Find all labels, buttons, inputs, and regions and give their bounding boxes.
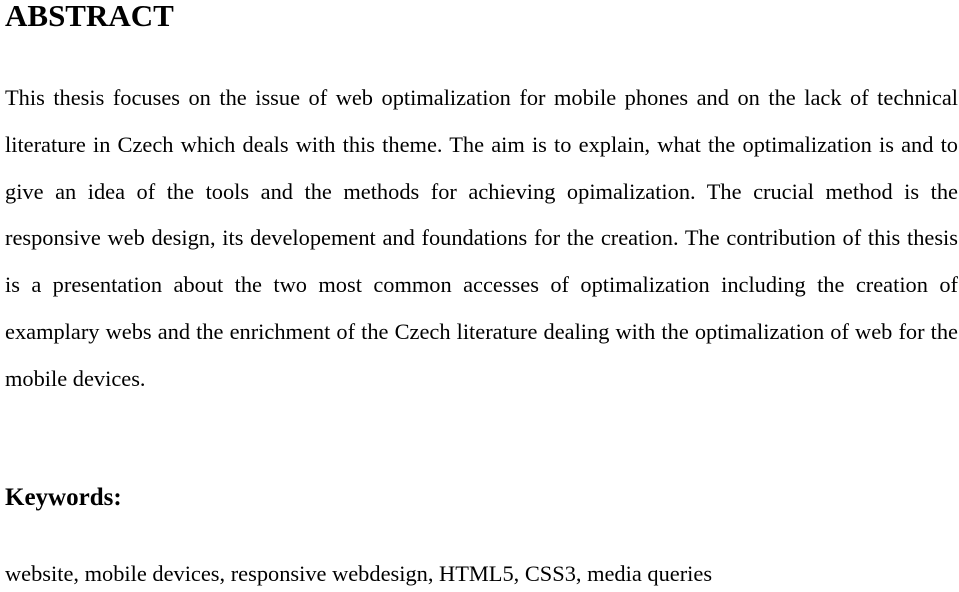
keywords-list: website, mobile devices, responsive webdesign, HTML5, CSS3, media queries (5, 561, 713, 586)
keywords-heading: Keywords: (5, 484, 122, 511)
abstract-heading: ABSTRACT (5, 0, 174, 33)
abstract-paragraph: This thesis focuses on the issue of web optimalization for mobile phones and on the lack of technical literature in Czech which deals with this theme. The aim is to explain, what the optimalization is and to give an idea of the tools and the methods for achieving opimalization. The crucial method is the responsive web design, its developement and foundations for the creation. The contribution of this thesis is a presentation about the two most common accesses of optimalization including the creation of examplary webs and the enrichment of the Czech literature dealing with the optimalization of web for the mobile devices. (5, 85, 958, 391)
